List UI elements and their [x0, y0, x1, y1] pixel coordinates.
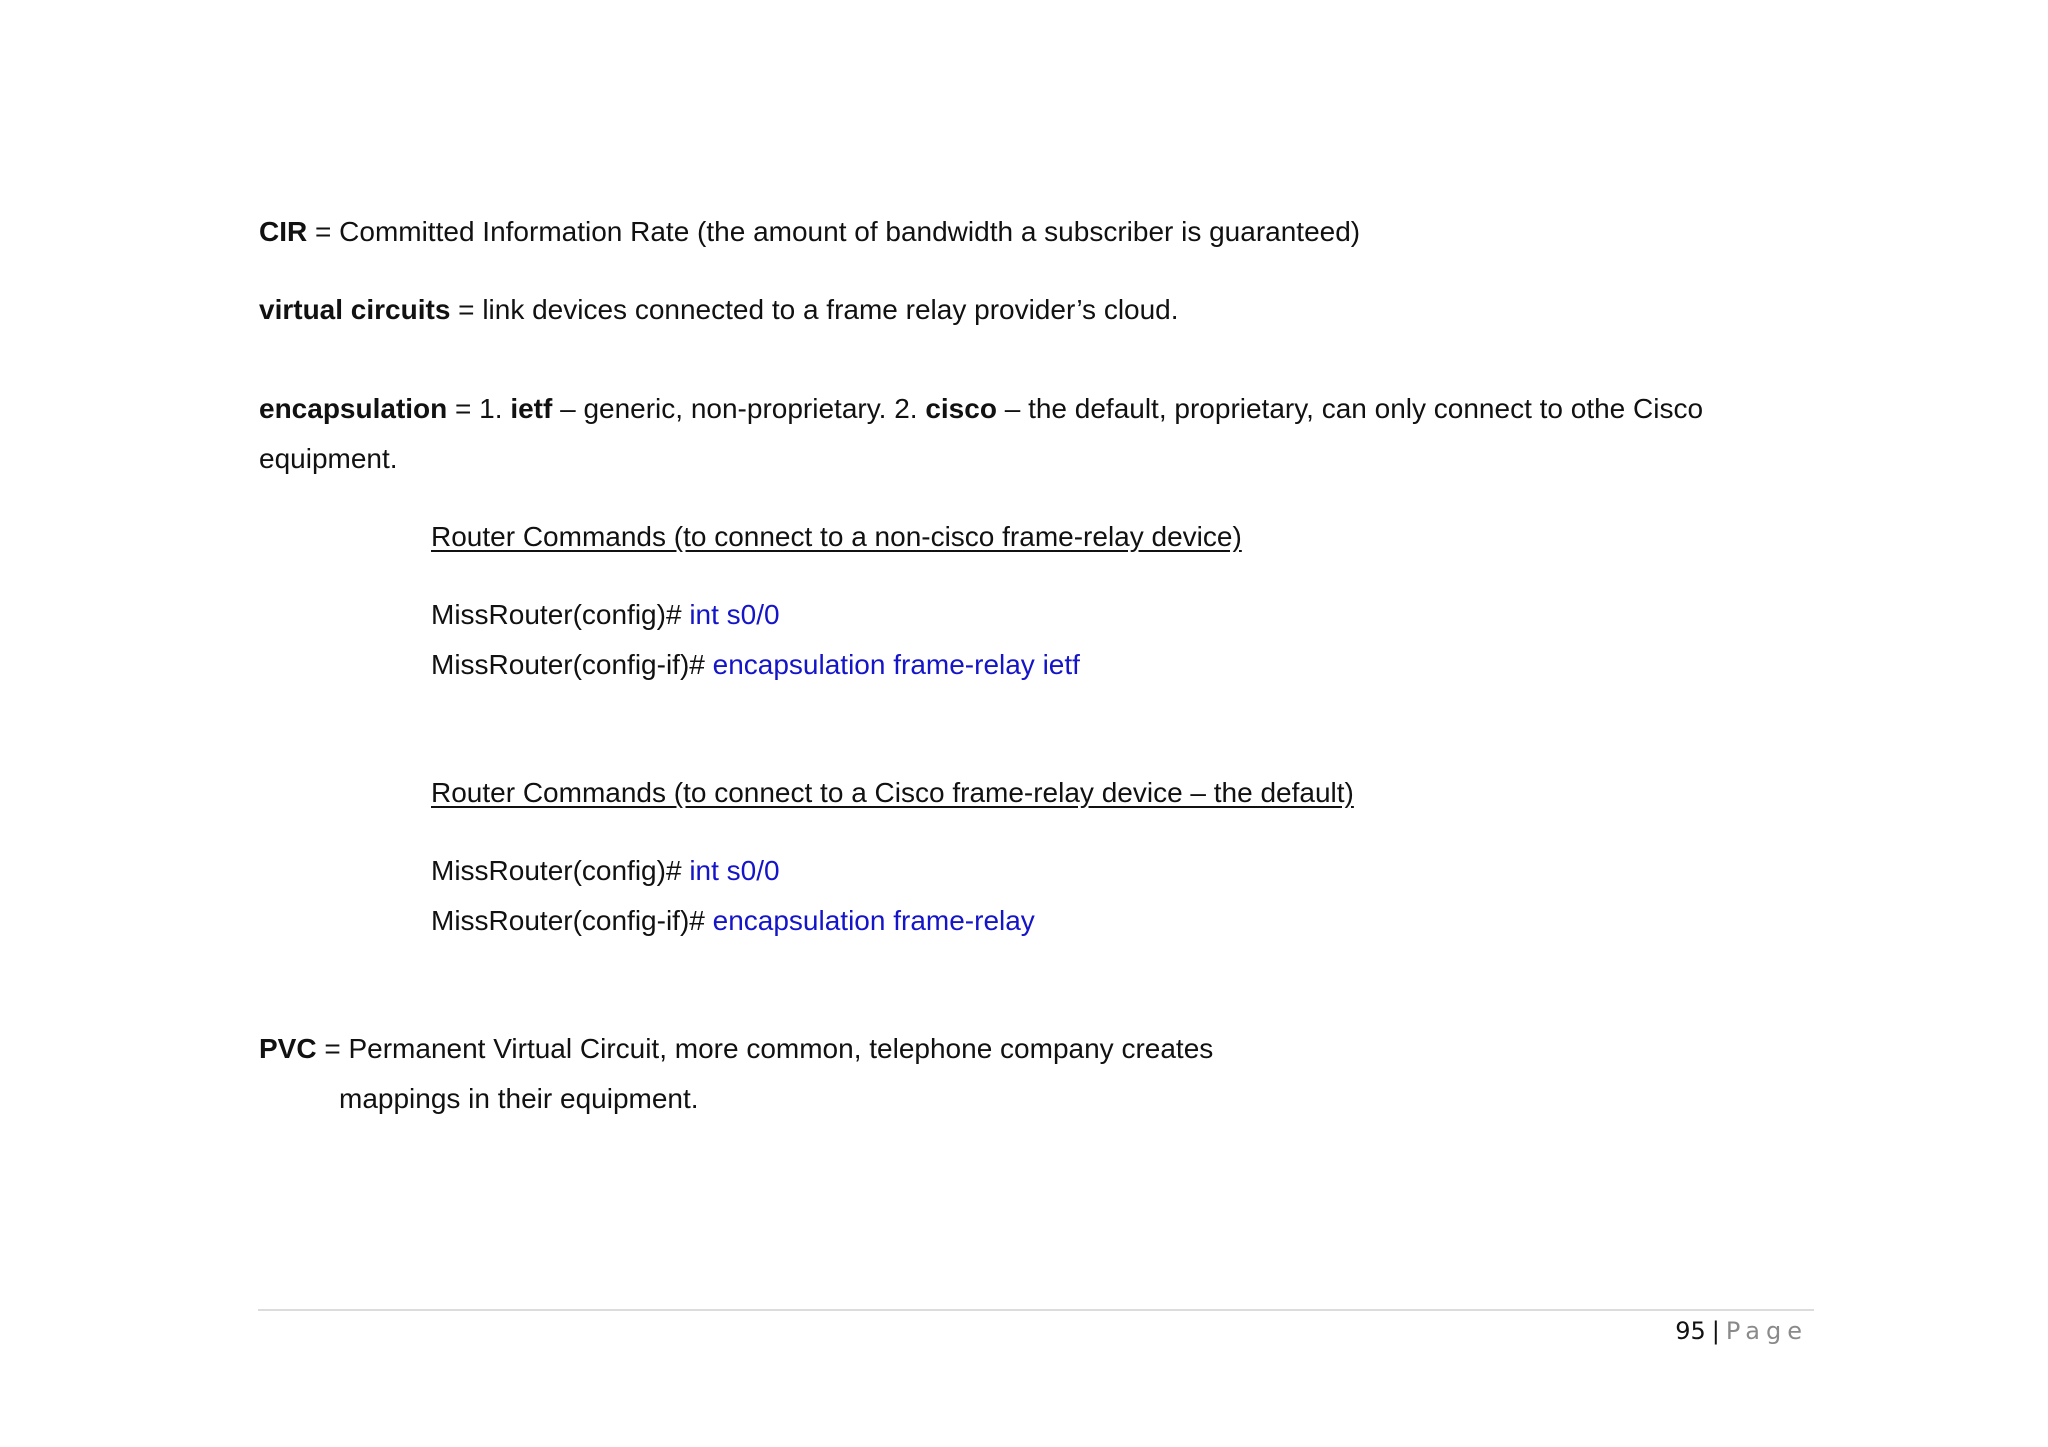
noncisco-command-line-1	[431, 598, 780, 632]
virtual-circuits-term: virtual circuits	[259, 294, 451, 325]
ietf-term: ietf	[510, 393, 553, 424]
cir-term: CIR	[259, 216, 308, 247]
pvc-text-1: = Permanent Virtual Circuit, more common, telephone company creates	[316, 1033, 1214, 1064]
command-prompt: MissRouter(config-if)#	[431, 905, 713, 936]
command-prompt: MissRouter(config-if)#	[431, 649, 713, 680]
encapsulation-continuation	[259, 442, 398, 476]
command-text: encapsulation frame-relay ietf	[712, 649, 1080, 680]
cisco-command-line-1	[431, 854, 780, 888]
pvc-continuation	[339, 1082, 699, 1116]
footer-separator: |	[1711, 1317, 1720, 1345]
page-number: 95	[1675, 1317, 1706, 1345]
virtual-circuits-text: = link devices connected to a frame relay provider’s cloud.	[450, 294, 1179, 325]
cisco-term: cisco	[925, 393, 997, 424]
command-text: int s0/0	[689, 855, 780, 886]
cisco-command-line-2	[431, 904, 1035, 938]
encapsulation-definition	[259, 392, 1703, 426]
command-prompt: MissRouter(config)#	[431, 599, 690, 630]
pvc-text-2: mappings in their equipment.	[339, 1083, 699, 1114]
cir-definition	[259, 215, 1360, 249]
page-footer	[1675, 1316, 1808, 1346]
page-label: Page	[1725, 1317, 1808, 1345]
noncisco-section-heading: Router Commands (to connect to a non-cisco frame-relay device)	[431, 521, 1242, 552]
command-text: encapsulation frame-relay	[712, 905, 1035, 936]
command-text: int s0/0	[689, 599, 780, 630]
pvc-definition	[259, 1032, 1213, 1066]
encapsulation-text-1: = 1.	[447, 393, 511, 424]
encapsulation-text-4: equipment.	[259, 443, 398, 474]
encapsulation-text-3: – the default, proprietary, can only connect to othe Cisco	[996, 393, 1704, 424]
command-prompt: MissRouter(config)#	[431, 855, 690, 886]
noncisco-command-line-2	[431, 648, 1080, 682]
encapsulation-term: encapsulation	[259, 393, 448, 424]
encapsulation-text-2: – generic, non-proprietary. 2.	[552, 393, 926, 424]
cir-text: = Committed Information Rate (the amount of bandwidth a subscriber is guaranteed)	[307, 216, 1361, 247]
footer-divider	[258, 1309, 1814, 1311]
virtual-circuits-definition	[259, 293, 1179, 327]
cisco-section-heading: Router Commands (to connect to a Cisco frame-relay device – the default)	[431, 777, 1354, 808]
pvc-term: PVC	[259, 1033, 317, 1064]
